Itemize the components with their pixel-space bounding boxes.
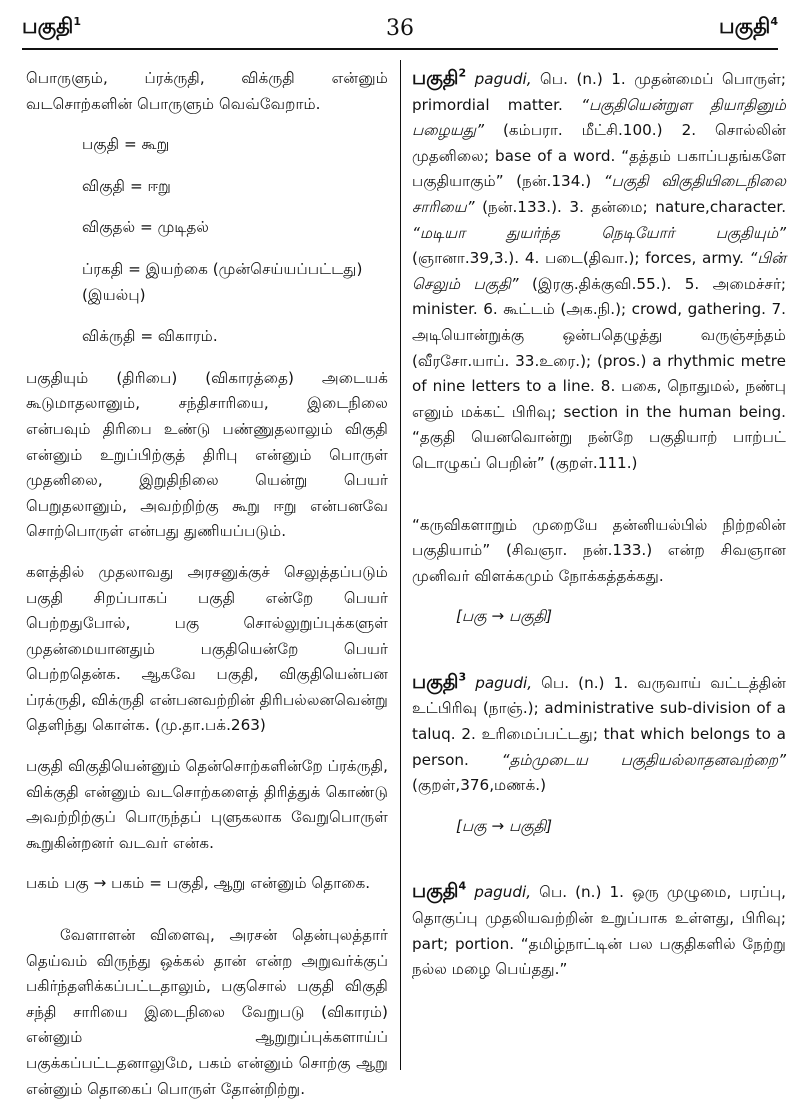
sense-text: 1. ஒரு முழுமை, பரப்பு, தொகுப்பு முதலியவற்றின் உறுப்பாக உள்ளது, பிரிவு; part; portion. “தமிழ்நாட்டின் பல பகுதிகளில் நேற்று நல்ல மழை பெய்தது.” [412, 883, 786, 979]
column-divider [400, 60, 401, 1070]
transliteration: pagudi, [474, 70, 532, 88]
citation-quote: “மடியா துயர்ந்த நெடியோர் பகுதியும்” [412, 223, 786, 242]
right-guide-word: பகுதி$^4$ [718, 14, 778, 38]
paragraph: பகுதி விகுதியென்னும் தென்சொற்களின்றே ப்ரக்ருதி, விக்குதி என்னும் வடசொற்களைத் திரித்துக் கொண்டு அவற்றிற்குப் பொருந்தப் புளுகலாக வேறுபொருள் கூறுகின்றனர் வடவர் என்க. [26, 757, 388, 852]
quote-paragraph: “கருவிகளாறும் முறையே தன்னியல்பில் நிற்றலின் பகுதியாம்” (சிவஞா. நன்.133.) என்ற சிவஞான முனிவர் விளக்கமும் நோக்கத்தக்கது. [412, 515, 786, 585]
left-guide-word: பகுதி$^1$ [22, 14, 82, 38]
equation-line: விகுதி = ஈறு [82, 176, 171, 195]
transliteration: pagudi, [474, 883, 532, 902]
grammar-label: பெ. (n.) [541, 673, 605, 692]
paragraph: பொருளும், ப்ரக்ருதி, விக்ருதி என்னும் வடசொற்களின் பொருளும் வெவ்வேறாம். [26, 69, 388, 113]
paragraph: களத்தில் முதலாவது அரசனுக்குச் செலுத்தப்படும் பகுதி சிறப்பாகப் பகுதி என்றே பெயர் பெற்றதுபோல், பகு சொல்லுறுப்புக்களுள் முதன்மையானதும் பகுதியென்றே பெயர் பெற்றதென்க. ஆகவே பகுதி, விகுதியென்பன ப்ரக்ருதி, விக்ருதி என்பனவற்றின் திரிபல்லனவென்று தெளிந்து கொள்க. (மு.தா.பக்.263) [26, 562, 388, 735]
sense-text: 3. தன்மை; nature,character. [569, 197, 787, 216]
dictionary-entry-4 [412, 879, 786, 982]
entry-headword: பகுதி$^4$ [412, 880, 467, 903]
citation-ref: (கம்பரா. மீட்சி.100.) [502, 121, 663, 140]
sense-text: 1. வருவாய் வட்டத்தின் உட்பிரிவு (நாஞ்.); administrative sub-division of a taluq. 2. உரிமைப்பட்டது; that which belongs to a person. [412, 673, 787, 769]
equation-line: ப்ரகதி = இயற்கை (முன்செய்யப்பட்டது) (இயல்பு) [82, 259, 363, 304]
etymology-note: [பகு → பகுதி] [456, 607, 553, 626]
citation-quote: “பகுதியென்றுள தியாதினும் பழையது” [412, 95, 786, 140]
citation-quote: “பகுதி விகுதியிடைநிலை சாரியை” [412, 172, 786, 216]
entry-headword: பகுதி$^3$ [412, 670, 467, 693]
citation-ref: (நன்.133.). [482, 197, 562, 216]
citation-ref: (குறள்,376,மணக்.) [412, 776, 547, 795]
equation-line: பகுதி = கூறு [82, 135, 170, 154]
etymology-note: [பகு → பகுதி] [456, 816, 553, 835]
sense-text: (இரகு.திக்குவி.55.). 5. அமைச்சர்; minister. 6. கூட்டம் (அக.நி.); crowd, gathering. 7. அடியொன்றுக்கு ஒன்பதெழுத்து வருஞ்சந்தம் (வீரசோ.யாப். 33.உரை.); (pros.) a rhythmic metre of nine letters to a line. 8. பகை, நொதுமல், நண்பு எனும் மக்கட் பிரிவு; section in the human being. “தகுதி யெனவொன்று நன்றே பகுதியாற் பாற்பட் டொழுகப் பெறின்” (குறள்.111.) [412, 274, 786, 472]
left-column [26, 66, 388, 1117]
equation-line: விக்ருதி = விகாரம். [82, 327, 218, 346]
entry-headword: பகுதி$^2$ [412, 66, 467, 89]
sense-text: 1. முதன்மைப் பொருள்; primordial matter. [412, 70, 787, 114]
citation-ref: (ஞானா.39,3.). 4. படை(திவா.); forces, army. [412, 249, 744, 268]
paragraph: வேளாளன் விளைவு, அரசன் தென்புலத்தார் தெய்வம் விருந்து ஒக்கல் தான் என்ற அறுவர்க்குப் பகிர்ந்தளிக்கப்பட்டதாலும், பகுசொல் பகுதி விகுதி சந்தி சாரியை இடைநிலை வேறுபடு (விகாரம்) என்னும் ஆறுறுப்புக்களாய்ப் பகுக்கப்பட்டதனாலுமே, பகம் என்னும் சொற்கு ஆறு என்னும் தொகைப் பொருள் தோன்றிற்று. [26, 926, 388, 1098]
sense-text: 2. சொல்லின் முதனிலை; base of a word. “தத்தம் பகாப்பதங்களே பகுதியாகும்” (நன்.134.) [412, 121, 787, 191]
right-column [412, 66, 786, 998]
citation-quote: “பின் செலும் பகுதி” [412, 249, 786, 293]
paragraph: பகம் பகு → பகம் = பகுதி, ஆறு என்னும் தொகை. [26, 874, 371, 893]
grammar-label: பெ. (n.) [539, 883, 602, 902]
equation-line: விகுதல் = முடிதல் [82, 218, 210, 237]
citation-quote: “தம்முடைய பகுதியல்லாதனவற்றை” [501, 750, 786, 769]
dictionary-entry-3 [412, 670, 786, 799]
transliteration: pagudi, [475, 673, 533, 692]
paragraph: பகுதியும் (திரிபை) (விகாரத்தை) அடையக் கூடுமாதலானும், சந்திசாரியை, இடைநிலை என்பவும் திரிபை உண்டு பண்ணுதலாலும் விகுதி என்னும் உறுப்பிற்குத் திரிபு என்னும் பொருள் முதனிலை, இறுதிநிலை யென்று பெயர் பெறுதலானும், அவற்றிற்கு கூறு ஈறு என்பனவே சொற்பொருள் என்பது துணியப்படும். [26, 368, 388, 541]
page-number: 36 [386, 16, 414, 41]
grammar-label: பெ. (n.) [540, 70, 603, 88]
header-rule [22, 48, 778, 50]
dictionary-entry-2 [412, 66, 786, 477]
